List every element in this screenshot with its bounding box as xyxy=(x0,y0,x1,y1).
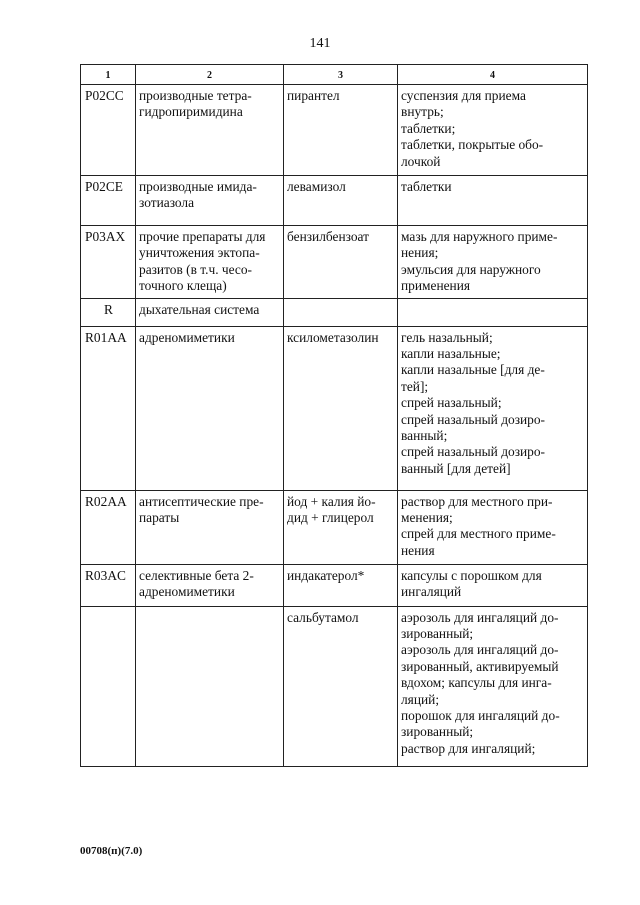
cell-line: зированный; xyxy=(401,626,474,642)
column-header-1: 1 xyxy=(81,65,136,85)
table-row xyxy=(81,226,588,299)
cell-line: селективные бета 2- xyxy=(139,567,254,583)
table-row xyxy=(81,85,588,176)
cell-line: капли назальные [для де- xyxy=(401,362,545,378)
cell-line: раствор для местного при- xyxy=(401,493,553,509)
cell-line: бензилбензоат xyxy=(287,229,369,244)
cell-line: антисептические пре- xyxy=(139,493,264,509)
cell-line: дыхательная система xyxy=(139,301,260,317)
dosage-forms-cell xyxy=(398,564,588,606)
cell-line: таблетки, покрытые обо- xyxy=(401,137,544,153)
table-row xyxy=(81,490,588,564)
cell-line: гель назальный; xyxy=(401,329,493,345)
table-row xyxy=(81,564,588,606)
cell-line: производные тетра- xyxy=(139,88,252,103)
table-body xyxy=(81,85,588,767)
column-header-4: 4 xyxy=(398,65,588,85)
substance-cell xyxy=(284,326,398,490)
cell-line: таблетки xyxy=(401,179,452,194)
footer-code: 00708(п)(7.0) xyxy=(80,845,143,857)
page-number: 141 xyxy=(309,36,331,51)
group-cell xyxy=(136,564,284,606)
cell-line: ингаляций xyxy=(401,584,462,600)
table-header-row xyxy=(81,65,588,85)
cell-line: разитов (в т.ч. чесо- xyxy=(139,261,252,277)
group-cell xyxy=(136,490,284,564)
cell-line: внутрь; xyxy=(401,104,444,120)
atc-code-cell: P03AX xyxy=(81,226,136,299)
cell-line: суспензия для приема xyxy=(401,88,526,103)
dosage-forms-cell xyxy=(398,326,588,490)
column-header-2: 2 xyxy=(136,65,284,85)
cell-line: адреномиметики xyxy=(139,329,235,345)
cell-line: порошок для ингаляций до- xyxy=(401,708,560,724)
table-row xyxy=(81,298,588,326)
cell-line: нения xyxy=(401,542,435,558)
group-cell xyxy=(136,298,284,326)
atc-code-cell xyxy=(81,606,136,766)
atc-code-cell: R02AA xyxy=(81,490,136,564)
column-header-3: 3 xyxy=(284,65,398,85)
cell-line: гидропиримидина xyxy=(139,104,243,120)
cell-line: аэрозоль для ингаляций до- xyxy=(401,609,559,625)
substance-cell xyxy=(284,226,398,299)
cell-line: зированный; xyxy=(401,724,474,740)
atc-code-cell: R xyxy=(81,298,136,326)
substance-cell xyxy=(284,606,398,766)
cell-line: спрей назальный; xyxy=(401,395,502,411)
cell-line: таблетки; xyxy=(401,120,456,136)
group-cell xyxy=(136,226,284,299)
cell-line: уничтожения эктопа- xyxy=(139,245,260,261)
substance-cell xyxy=(284,176,398,226)
cell-line: параты xyxy=(139,510,180,526)
cell-line: адреномиметики xyxy=(139,584,235,600)
cell-line: ксилометазолин xyxy=(287,329,379,345)
table-row xyxy=(81,326,588,490)
cell-line: индакатерол* xyxy=(287,567,365,583)
cell-line: точного клеща) xyxy=(139,278,227,294)
cell-line: йод + калия йо- xyxy=(287,493,376,509)
cell-line: дид + глицерол xyxy=(287,510,374,526)
atc-code-cell: R01AA xyxy=(81,326,136,490)
cell-line: ляций; xyxy=(401,691,440,707)
cell-line: зотиазола xyxy=(139,195,195,211)
atc-code-cell: R03AC xyxy=(81,564,136,606)
dosage-forms-cell xyxy=(398,85,588,176)
group-cell xyxy=(136,326,284,490)
cell-line: производные имида- xyxy=(139,179,257,194)
dosage-forms-cell xyxy=(398,298,588,326)
cell-line: эмульсия для наружного xyxy=(401,261,541,277)
group-cell xyxy=(136,85,284,176)
cell-line: мазь для наружного приме- xyxy=(401,229,558,244)
cell-line: применения xyxy=(401,278,471,294)
cell-line: нения; xyxy=(401,245,439,261)
group-cell xyxy=(136,176,284,226)
cell-line: левамизол xyxy=(287,179,346,194)
group-cell xyxy=(136,606,284,766)
substance-cell xyxy=(284,298,398,326)
table-row xyxy=(81,606,588,766)
cell-line: спрей назальный дозиро- xyxy=(401,444,546,460)
table-row xyxy=(81,176,588,226)
cell-line: спрей для местного приме- xyxy=(401,526,556,542)
cell-line: капсулы с порошком для xyxy=(401,567,542,583)
dosage-forms-cell xyxy=(398,490,588,564)
cell-line: раствор для ингаляций; xyxy=(401,740,536,756)
cell-line: спрей назальный дозиро- xyxy=(401,411,546,427)
dosage-forms-cell xyxy=(398,226,588,299)
cell-line: менения; xyxy=(401,510,453,526)
cell-line: зированный, активируемый xyxy=(401,658,559,674)
cell-line: лочкой xyxy=(401,153,441,169)
cell-line: аэрозоль для ингаляций до- xyxy=(401,642,559,658)
cell-line: ванный; xyxy=(401,428,448,444)
cell-line: вдохом; капсулы для инга- xyxy=(401,675,552,691)
substance-cell xyxy=(284,490,398,564)
drug-table xyxy=(80,64,588,767)
dosage-forms-cell xyxy=(398,176,588,226)
cell-line: тей]; xyxy=(401,378,429,394)
cell-line: капли назальные; xyxy=(401,346,501,362)
cell-line: пирантел xyxy=(287,88,340,103)
dosage-forms-cell xyxy=(398,606,588,766)
atc-code-cell: P02CC xyxy=(81,85,136,176)
atc-code-cell: P02CE xyxy=(81,176,136,226)
cell-line: ванный [для детей] xyxy=(401,460,511,476)
cell-line: сальбутамол xyxy=(287,609,359,625)
substance-cell xyxy=(284,564,398,606)
cell-line: прочие препараты для xyxy=(139,229,266,244)
substance-cell xyxy=(284,85,398,176)
